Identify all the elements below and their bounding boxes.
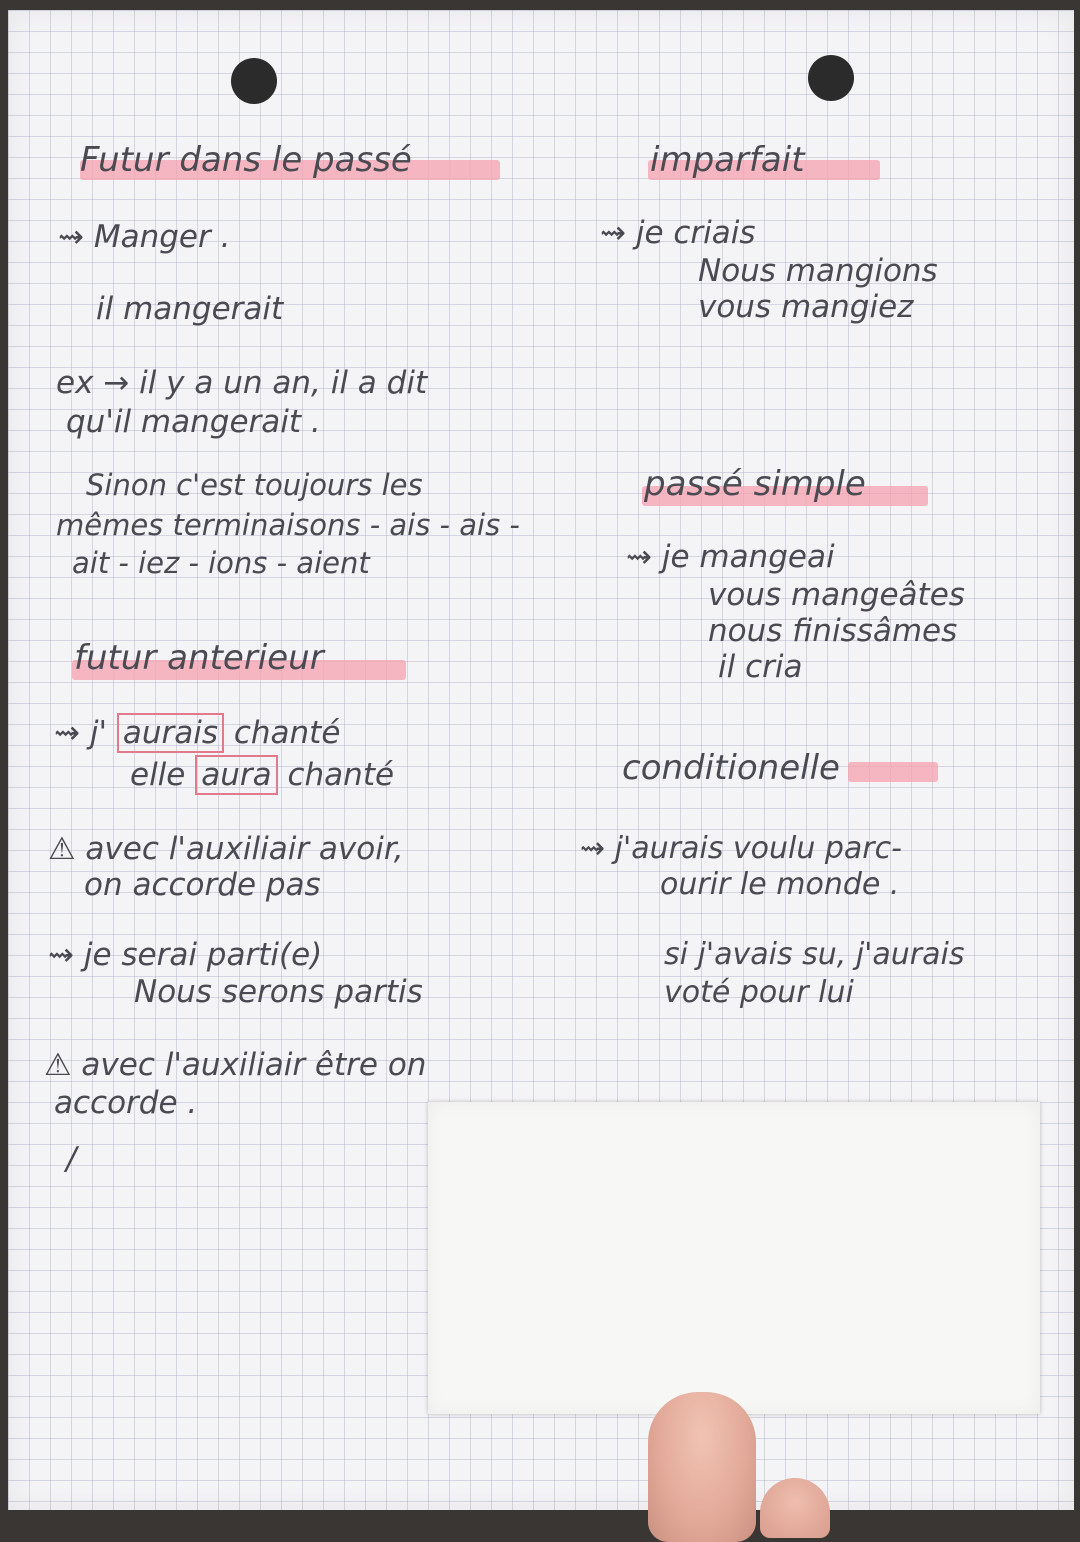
conditionnel-line-3: si j'avais su, j'aurais xyxy=(664,937,965,972)
heading-futur-anterieur: futur anterieur xyxy=(74,638,324,678)
sinon-line-3: ait - iez - ions - aient xyxy=(72,546,370,580)
blank-paper-cover xyxy=(428,1102,1040,1414)
example-line-1: ex → il y a un an, il a dit xyxy=(56,365,428,401)
etre-note-line-2: accorde . xyxy=(54,1085,198,1121)
fa-line-2-aux: aura xyxy=(195,755,277,795)
punch-hole-right xyxy=(808,55,854,101)
fa-line-1 xyxy=(54,716,340,750)
fa-line-2-participle: chanté xyxy=(287,757,395,793)
finger-thumb xyxy=(648,1392,756,1542)
conditionnel-line-2: ourir le monde . xyxy=(660,867,900,902)
example-line-2: qu'il mangerait . xyxy=(66,404,321,440)
futur-passe-verb: ⇝ Manger . xyxy=(58,219,231,255)
heading-imparfait: imparfait xyxy=(650,140,805,180)
conditionnel-line-1: ⇝ j'aurais voulu parc- xyxy=(580,831,902,866)
highlight-conditionnel xyxy=(848,762,938,782)
passe-simple-line-1: ⇝ je mangeai xyxy=(626,539,835,575)
imparfait-line-3: vous mangiez xyxy=(698,289,914,325)
punch-hole-left xyxy=(231,58,277,104)
conditionnel-line-4: voté pour lui xyxy=(664,975,854,1010)
fa-line-2 xyxy=(130,758,394,792)
heading-futur-dans-le-passe: Futur dans le passé xyxy=(80,140,412,180)
fa-line-1-aux: aurais xyxy=(117,713,224,753)
serai-line-1: ⇝ je serai parti(e) xyxy=(48,937,323,973)
futur-passe-form: il mangerait xyxy=(96,291,284,327)
fa-line-1-participle: chanté xyxy=(233,715,341,751)
fa-line-2-pre: elle xyxy=(130,757,186,793)
avoir-note-line-2: on accorde pas xyxy=(84,867,321,903)
passe-simple-line-2: vous mangeâtes xyxy=(708,577,965,613)
serai-line-2: Nous serons partis xyxy=(134,974,423,1010)
heading-conditionnel: conditionelle xyxy=(622,748,840,788)
imparfait-line-1: ⇝ je criais xyxy=(600,215,756,251)
passe-simple-line-4: il cria xyxy=(718,649,803,685)
passe-simple-line-3: nous finissâmes xyxy=(708,613,958,649)
heading-passe-simple: passé simple xyxy=(644,464,866,504)
stray-stroke: / xyxy=(66,1141,77,1177)
sinon-line-2: mêmes terminaisons - ais - ais - xyxy=(56,508,520,542)
fa-line-1-pre: ⇝ j' xyxy=(54,715,107,751)
avoir-note-line-1: ⚠ avec l'auxiliair avoir, xyxy=(48,831,404,867)
etre-note-line-1: ⚠ avec l'auxiliair être on xyxy=(44,1047,427,1083)
sinon-line-1: Sinon c'est toujours les xyxy=(86,468,423,502)
imparfait-line-2: Nous mangions xyxy=(698,253,938,289)
